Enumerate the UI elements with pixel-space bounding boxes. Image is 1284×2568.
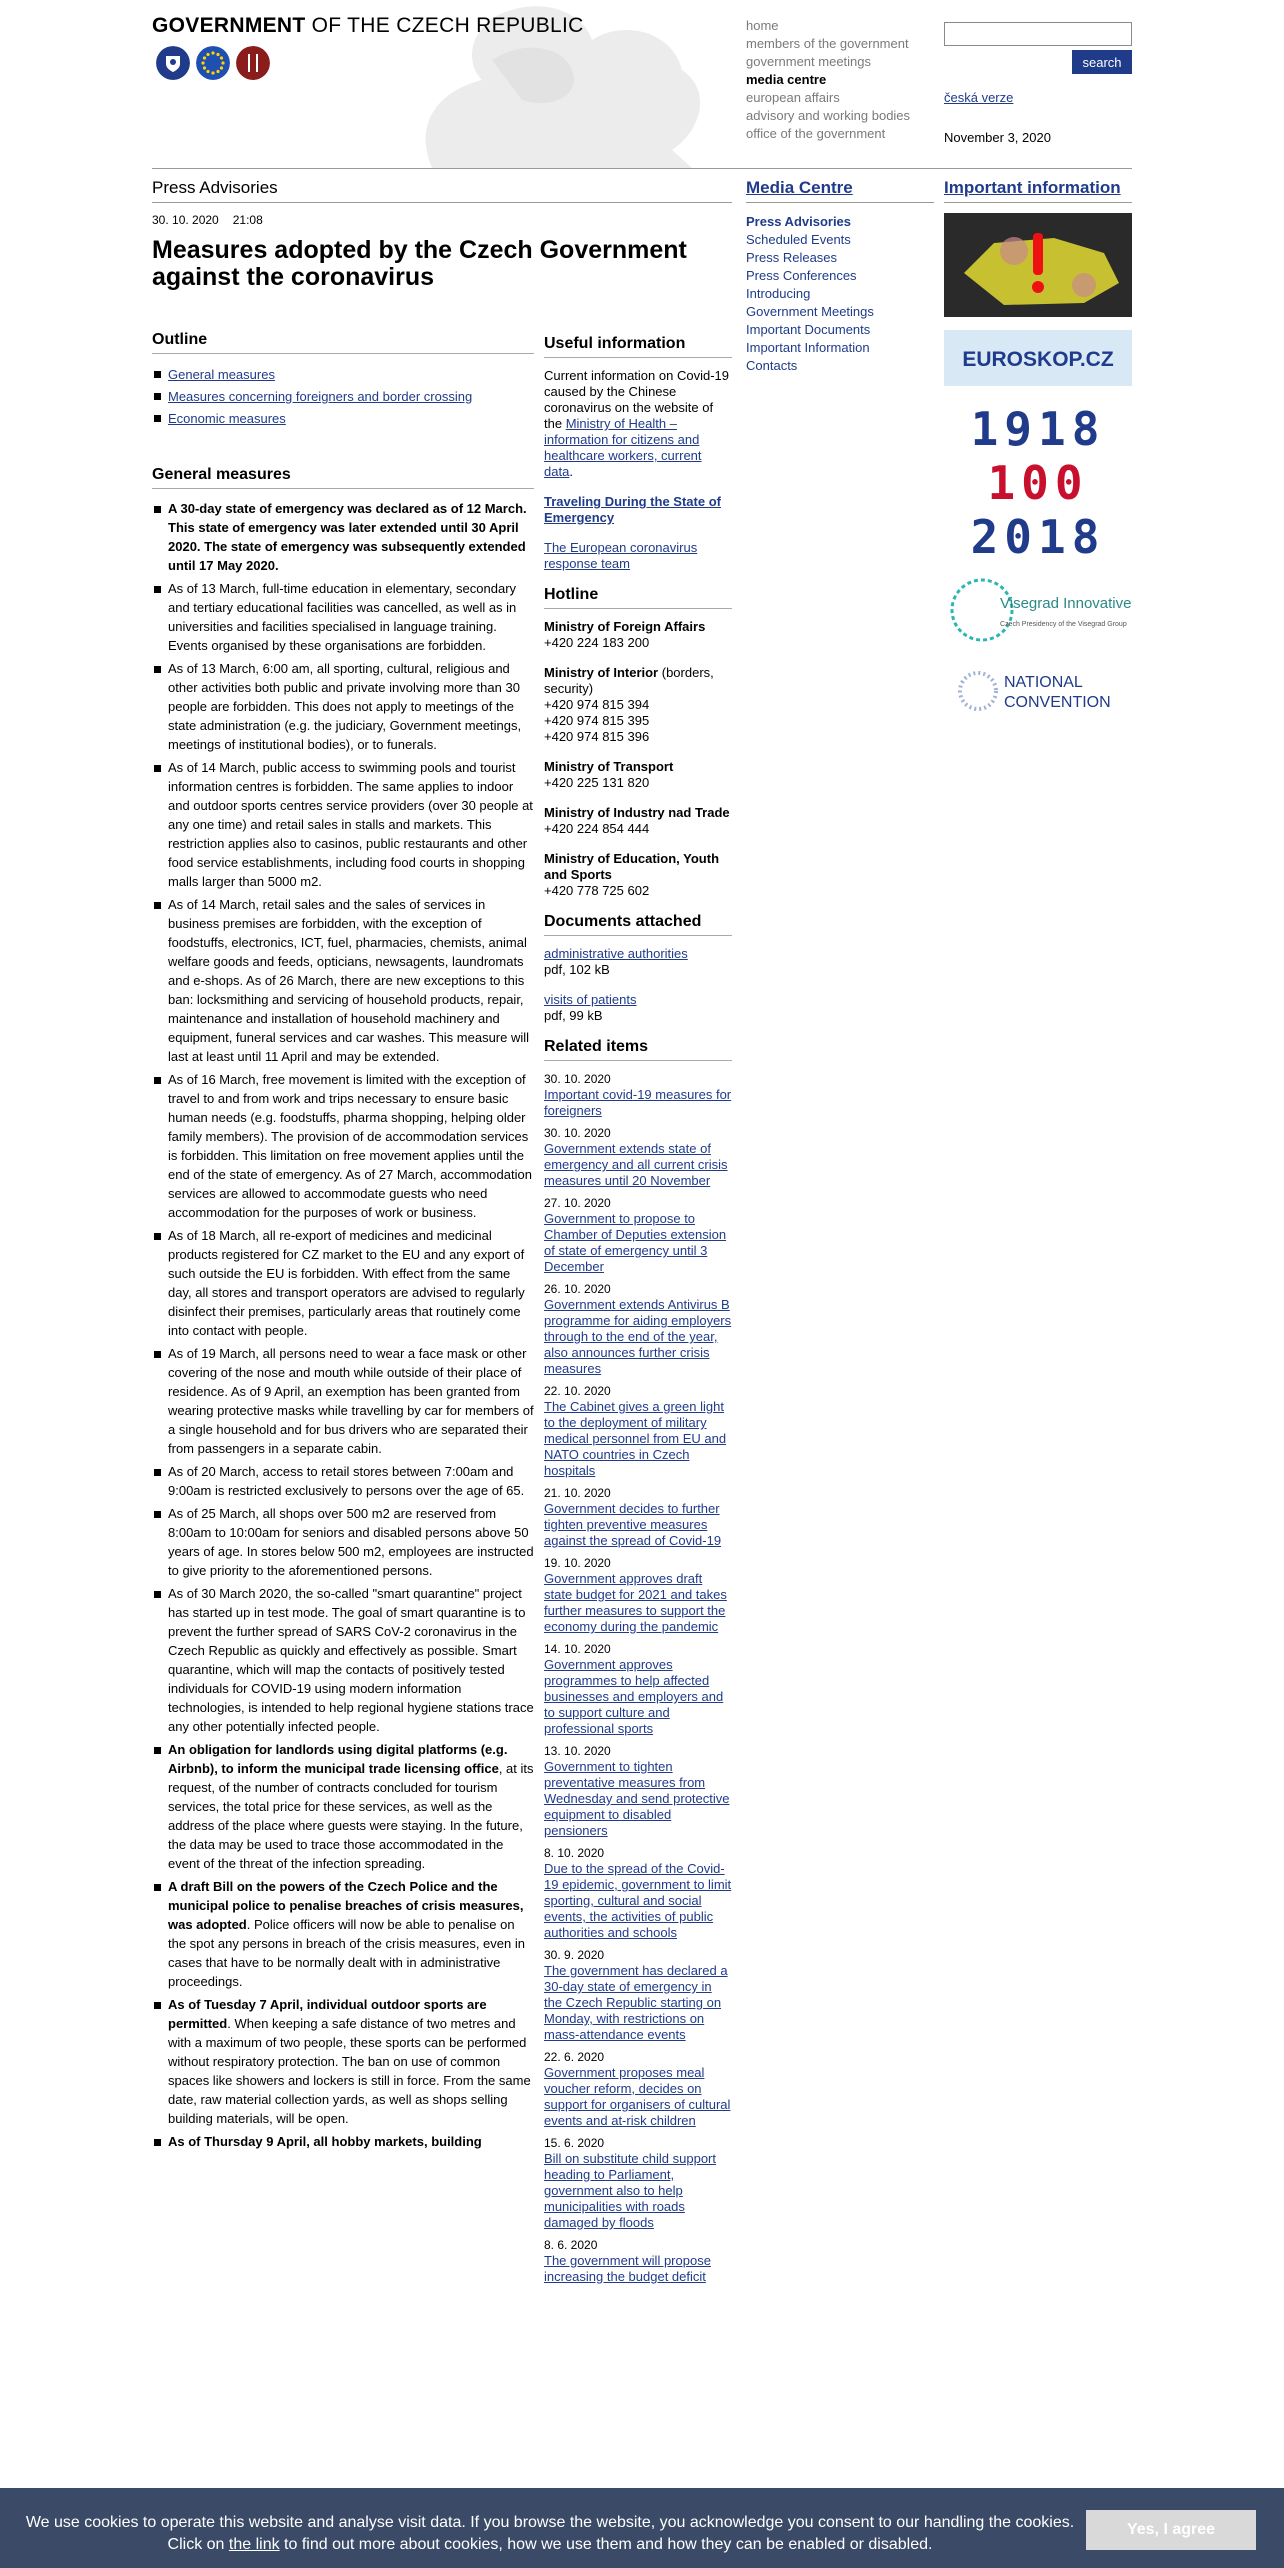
related-date: 8. 10. 2020 (544, 1846, 605, 1860)
measure-item (152, 895, 534, 1066)
outline-heading: Outline (152, 331, 534, 354)
documents-list (544, 946, 732, 1024)
related-link[interactable]: Government approves draft state budget for 2021 and takes further measures to support the economy during the pandemic (544, 1571, 727, 1634)
measure-item (152, 499, 534, 575)
related-item (544, 1641, 732, 1737)
euroskop-text: EUROSKOP.CZ (962, 348, 1114, 371)
menu-scheduled-events[interactable]: Scheduled Events (746, 232, 851, 247)
article-time: 21:08 (232, 213, 263, 227)
general-measures-heading: General measures (152, 466, 534, 489)
convention-text: CONVENTION (1004, 694, 1111, 711)
cookie-line1: We use cookies to operate this website and analyse visit data. If you browse the website, you acknowledge you consent to our handling the cookies. (25, 2514, 1075, 2531)
section-title: Press Advisories (152, 172, 732, 203)
hotline-ministry: Ministry of Industry nad Trade (544, 805, 730, 820)
article-meta (152, 213, 732, 227)
measure-item (152, 1740, 534, 1873)
measures-list (152, 499, 534, 2151)
related-date: 8. 6. 2020 (544, 2238, 598, 2252)
response-team-link[interactable]: The European coronavirus response team (544, 540, 698, 571)
related-item (544, 2237, 732, 2285)
measure-text: As of 13 March, full-time education in elementary, secondary and tertiary educational facilities was cancelled, as well as in universities and facilities specialised in language training. Events organised by these organisations are forbidden. (168, 581, 517, 653)
main-content (152, 172, 732, 2291)
outline-item (152, 364, 534, 386)
related-date: 15. 6. 2020 (544, 2136, 605, 2150)
hotline-ministry: Ministry of Education, Youth and Sports (544, 851, 720, 882)
visegrad-text: Visegrad Innovative (1000, 595, 1132, 612)
measure-text: As of 20 March, access to retail stores between 7:00am and 9:00am is restricted exclusively to persons over the age of 65. (168, 1464, 525, 1498)
measure-item (152, 579, 534, 655)
related-link[interactable]: Government proposes meal voucher reform, decides on support for organisers of cultural events and at-risk children (544, 2065, 731, 2128)
document-link[interactable]: administrative authorities (544, 946, 688, 961)
hotline-number: +420 974 815 395 (544, 713, 650, 728)
hotline-number: +420 224 183 200 (544, 635, 650, 650)
site-logo[interactable] (152, 14, 584, 38)
document-info: pdf, 99 kB (544, 1008, 603, 1023)
related-item (544, 1125, 732, 1189)
document-item (544, 946, 732, 978)
hotline-note: (borders, security) (544, 665, 714, 696)
related-link[interactable]: The Cabinet gives a green light to the deployment of military medical personnel from EU and NATO countries in Czech hospitals (544, 1399, 727, 1478)
related-heading: Related items (544, 1038, 732, 1061)
related-link[interactable]: Government extends state of emergency and all current crisis measures until 20 November (544, 1141, 728, 1188)
coronavirus-warning-banner[interactable] (944, 213, 1132, 317)
cookie-line2-start: Click on (167, 2536, 229, 2553)
related-link[interactable]: Due to the spread of the Covid-19 epidemic, government to limit sporting, cultural and social events, the activities of public authorities and schools (544, 1861, 732, 1940)
menu-important-information[interactable]: Important Information (746, 340, 870, 355)
eu-flag-icon[interactable] (196, 46, 230, 80)
search-input[interactable] (944, 22, 1132, 46)
hotline-item (544, 665, 732, 745)
related-date: 21. 10. 2020 (544, 1486, 611, 1500)
measure-text: As of 14 March, public access to swimming pools and tourist information centres is forbidden. The same applies to indoor and outdoor sports centres service providers (over 30 people at any one time) and retail sales in stalls and markets. This restriction applies also to casinos, public restaurants and other food service establishments, including food courts in shopping malls larger than 5000 m2. (168, 760, 533, 889)
useful-intro: Current information on Covid-19 caused by the Chinese coronavirus on the website of the Ministry of Health – information for citizens and healthcare workers, current data. (544, 368, 729, 479)
documents-heading: Documents attached (544, 913, 732, 936)
outline-list (152, 364, 534, 430)
related-link[interactable]: Government decides to further tighten preventive measures against the spread of Covid-19 (544, 1501, 722, 1548)
national-text: NATIONAL (1004, 674, 1083, 691)
related-item (544, 1281, 732, 1377)
useful-information (544, 331, 732, 2291)
hotline-number: +420 974 815 394 (544, 697, 650, 712)
related-date: 30. 10. 2020 (544, 1072, 611, 1086)
hotline-number: +420 778 725 602 (544, 883, 650, 898)
search-button[interactable]: search (1072, 50, 1132, 74)
media-menu-list (746, 213, 934, 375)
related-date: 22. 10. 2020 (544, 1384, 611, 1398)
related-item (544, 1485, 732, 1549)
cookie-line2-end: to find out more about cookies, how we use them and how they can be enabled or disabled. (279, 2536, 933, 2553)
content-columns (152, 331, 732, 2291)
traveling-link[interactable]: Traveling During the State of Emergency (544, 494, 721, 525)
header-divider (152, 168, 1132, 169)
related-link[interactable]: The government will propose increasing the budget deficit (544, 2253, 711, 2284)
outline-link-economic[interactable]: Economic measures (168, 411, 286, 426)
logo-rest: OF THE CZECH REPUBLIC (305, 14, 584, 37)
measure-text: As of 13 March, 6:00 am, all sporting, cultural, religious and other activities both public and private involving more than 30 people are forbidden. This does not apply to meetings of the state administration (e.g. the judiciary, Government meetings, meetings of institutional bodies), or to funerals. (168, 661, 522, 752)
year-1918: 1918 (970, 402, 1106, 456)
important-heading[interactable]: Important information (944, 172, 1132, 203)
nav-home[interactable]: home (746, 18, 779, 33)
useful-link-row (544, 540, 732, 572)
measure-bold: An obligation for landlords using digital platforms (e.g. Airbnb), to inform the municipal trade licensing office (168, 1742, 508, 1776)
cookie-accept-button[interactable]: Yes, I agree (1086, 2510, 1256, 2550)
hotline-item (544, 851, 732, 899)
menu-introducing[interactable]: Introducing (746, 286, 811, 301)
menu-contacts[interactable]: Contacts (746, 358, 798, 373)
document-link[interactable]: visits of patients (544, 992, 637, 1007)
related-link[interactable]: The government has declared a 30-day state of emergency in the Czech Republic starting on Monday, with restrictions on mass-attendance events (544, 1963, 728, 2042)
menu-press-conferences[interactable]: Press Conferences (746, 268, 857, 283)
visegrad-subtext: Czech Presidency of the Visegrad Group (1000, 621, 1127, 628)
measure-bold: As of Thursday 9 April, all hobby markets, building (168, 2134, 482, 2149)
language-switch-link[interactable]: česká verze (944, 90, 1014, 105)
nav-government-meetings[interactable]: government meetings (746, 54, 872, 69)
cutlery-icon[interactable] (236, 46, 270, 80)
cookie-info-link[interactable]: the link (228, 2536, 280, 2553)
useful-heading: Useful information (544, 335, 732, 358)
ministry-health-link[interactable]: Ministry of Health – information for citizens and healthcare workers, current data (544, 416, 702, 479)
article-date: 30. 10. 2020 (152, 213, 219, 227)
useful-intro-text: Current information on Covid-19 caused by the Chinese coronavirus on the website of the (544, 368, 729, 431)
media-centre-menu (746, 172, 934, 375)
measure-bold: As of Tuesday 7 April, individual outdoor sports are permitted (168, 1997, 487, 2031)
nav-members[interactable]: members of the government (746, 36, 909, 51)
nav-european-affairs[interactable]: european affairs (746, 90, 840, 105)
related-date: 26. 10. 2020 (544, 1282, 611, 1296)
measure-text: , at its request, of the number of contracts concluded for tourism services, the total price for these services, as well as the address of the place where guests were staying. In the future, the data may be used to trace those accommodated in the event of the threat of the infection spreading. (168, 1761, 534, 1871)
related-item (544, 1195, 732, 1275)
useful-link-row (544, 494, 732, 526)
centenary-banner[interactable] (944, 399, 1132, 559)
related-list (544, 1071, 732, 2285)
media-centre-heading[interactable]: Media Centre (746, 172, 934, 203)
hotline-item (544, 619, 732, 651)
related-item (544, 1071, 732, 1119)
euroskop-banner[interactable] (944, 330, 1132, 386)
nav-advisory-bodies[interactable]: advisory and working bodies (746, 108, 911, 123)
measure-item (152, 1344, 534, 1458)
related-date: 27. 10. 2020 (544, 1196, 611, 1210)
menu-government-meetings[interactable]: Government Meetings (746, 304, 874, 319)
measure-text: As of 14 March, retail sales and the sales of services in business premises are forbidden, with the exception of foodstuffs, electronics, ICT, fuel, pharmacies, chemists, animal welfare goods and feeds, opticians, newsagents, laundromats and e-shops. As of 26 March, there are new exceptions to this ban: locksmithing and servicing of household products, repair, maintenance and installation of household machinery and equipment, funeral services and car washes. This measure will last at least until 11 April and may be extended. (168, 897, 530, 1064)
important-information (944, 172, 1132, 734)
related-item (544, 1845, 732, 1941)
menu-press-releases[interactable]: Press Releases (746, 250, 838, 265)
related-date: 13. 10. 2020 (544, 1744, 611, 1758)
measure-item (152, 1877, 534, 1991)
related-date: 19. 10. 2020 (544, 1556, 611, 1570)
measure-item (152, 2132, 534, 2151)
cookie-banner (0, 2488, 1284, 2568)
hotline-number: +420 974 815 396 (544, 729, 650, 744)
related-date: 22. 6. 2020 (544, 2050, 605, 2064)
hotline-number: +420 224 854 444 (544, 821, 650, 836)
nav-office[interactable]: office of the government (746, 126, 886, 141)
measure-item (152, 1504, 534, 1580)
measure-text: . When keeping a safe distance of two metres and with a maximum of two people, these sports can be performed without respiratory protection. The ban on use of common spaces like showers and lockers is still in force. From the same date, raw material collection yards, as well as shops selling building materials, will be open. (168, 2016, 531, 2126)
hotline-heading: Hotline (544, 586, 732, 609)
measure-item (152, 1070, 534, 1222)
hotline-item (544, 805, 732, 837)
measure-text: . Police officers will now be able to penalise on the spot any persons in breach of the crisis measures, even in cases that have to be normally dealt with in administrative proceedings. (168, 1917, 525, 1989)
state-emblem-icon[interactable] (156, 46, 190, 80)
hotline-ministry: Ministry of Transport (544, 759, 674, 774)
measure-bold: A 30-day state of emergency was declared as of 12 March. This state of emergency was later extended until 30 April 2020. The state of emergency was subsequently extended until 17 May 2020. (168, 501, 527, 573)
measure-item (152, 659, 534, 754)
year-2018: 2018 (970, 510, 1106, 559)
emblems (156, 46, 270, 80)
nav-media-centre[interactable]: media centre (746, 72, 827, 87)
related-item (544, 1947, 732, 2043)
related-item (544, 2049, 732, 2129)
related-item (544, 2135, 732, 2231)
hotline-number: +420 225 131 820 (544, 775, 650, 790)
related-date: 30. 10. 2020 (544, 1126, 611, 1140)
hotline-ministry: Ministry of Interior (544, 665, 659, 680)
top-navigation (746, 17, 910, 143)
outline-link-foreigners[interactable]: Measures concerning foreigners and border crossing (168, 389, 473, 404)
related-link[interactable]: Important covid-19 measures for foreigners (544, 1087, 732, 1118)
measure-item (152, 1995, 534, 2128)
hotline-list (544, 619, 732, 899)
outline-item (152, 386, 534, 408)
measure-text: As of 30 March 2020, the so-called "smart quarantine" project has started up in test mode. The goal of smart quarantine is to prevent the further spread of SARS CoV-2 coronavirus in the Czech Republic as quickly and effectively as possible. Smart quarantine, which will map the contacts of positively tested individuals for COVID-19 using modern information technologies, is intended to help regional hygiene stations trace any other potentially infected people. (168, 1586, 534, 1734)
related-link[interactable]: Government extends Antivirus B programme for aiding employers through to the end of the year, also announces further crisis measures (544, 1297, 732, 1376)
related-date: 30. 9. 2020 (544, 1948, 605, 1962)
related-item (544, 1743, 732, 1839)
measure-item (152, 1226, 534, 1340)
logo-bold: GOVERNMENT (152, 14, 306, 37)
measure-bold: A draft Bill on the powers of the Czech Police and the municipal police to penalise breaches of crisis measures, was adopted (168, 1879, 524, 1932)
hotline-ministry: Ministry of Foreign Affairs (544, 619, 706, 634)
measure-text: As of 18 March, all re-export of medicines and medicinal products registered for CZ market to the EU and any export of such outside the EU is forbidden. With effect from the same day, all stores and transport operators are advised to regularly disinfect their premises, particularly areas that routinely come into contact with people. (168, 1228, 525, 1338)
menu-press-advisories[interactable]: Press Advisories (746, 214, 852, 229)
related-item (544, 1555, 732, 1635)
related-link[interactable]: Government to tighten preventative measures from Wednesday and send protective equipment to disabled pensioners (544, 1759, 730, 1838)
measure-item (152, 1584, 534, 1736)
measure-item (152, 758, 534, 891)
measure-text: As of 19 March, all persons need to wear a face mask or other covering of the nose and mouth while outside of their place of residence. As of 9 April, an exemption has been granted from wearing protective masks while travelling by car for members of a single household and for bus drivers who are separated their from passengers in a separate cabin. (168, 1346, 534, 1456)
related-link[interactable]: Government to propose to Chamber of Deputies extension of state of emergency until 3 December (544, 1211, 727, 1274)
document-info: pdf, 102 kB (544, 962, 610, 977)
year-100: 100 (987, 456, 1089, 510)
document-item (544, 992, 732, 1024)
outline-link-general[interactable]: General measures (168, 367, 275, 382)
measure-text: As of 25 March, all shops over 500 m2 are reserved from 8:00am to 10:00am for seniors and disabled persons above 50 years of age. In stores below 500 m2, employees are instructed to give priority to the aforementioned persons. (168, 1506, 534, 1578)
article-title: Measures adopted by the Czech Government against the coronavirus (152, 236, 687, 291)
visegrad-banner[interactable] (944, 572, 1132, 648)
related-link[interactable]: Government approves programmes to help affected businesses and employers and to support culture and professional sports (544, 1657, 724, 1736)
current-date: November 3, 2020 (944, 130, 1051, 145)
search-box (944, 22, 1132, 70)
measure-item (152, 1462, 534, 1500)
header (152, 0, 1132, 170)
outline (152, 331, 534, 430)
related-item (544, 1383, 732, 1479)
cookie-text (20, 2512, 1080, 2556)
national-convention-banner[interactable] (944, 661, 1132, 721)
outline-item (152, 408, 534, 430)
menu-important-documents[interactable]: Important Documents (746, 322, 871, 337)
measure-text: As of 16 March, free movement is limited with the exception of travel to and from work and trips necessary to ensure basic human needs (e.g. foodstuffs, pharma shopping, helping older family members). The provision of de accommodation services is forbidden. This limitation on free movement applies until the end of the state of emergency. As of 27 March, accommodation services are allowed to accommodate guests who need accommodation for the purposes of work or business. (168, 1072, 532, 1220)
article-body (152, 331, 534, 2291)
related-link[interactable]: Bill on substitute child support heading to Parliament, government also to help municipalities with roads damaged by floods (544, 2151, 716, 2230)
related-date: 14. 10. 2020 (544, 1642, 611, 1656)
hotline-item (544, 759, 732, 791)
